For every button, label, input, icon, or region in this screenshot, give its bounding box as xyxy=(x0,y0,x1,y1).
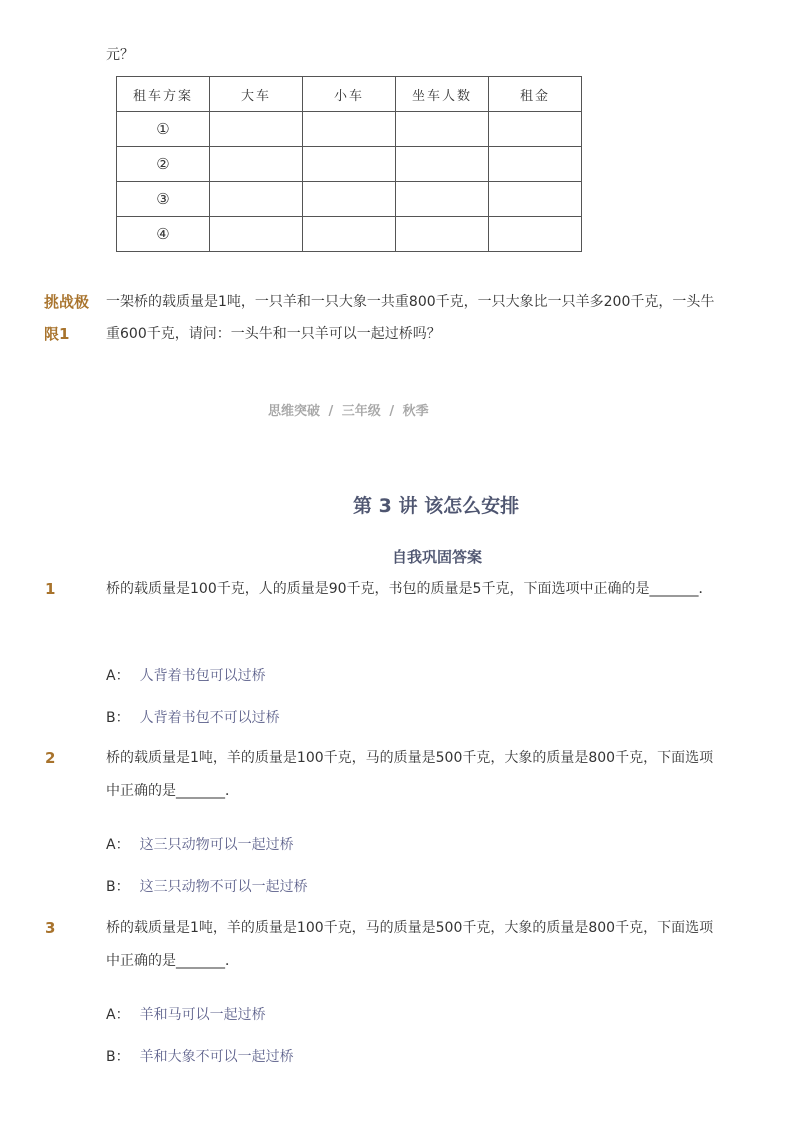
rental-plan-table xyxy=(116,76,582,252)
table-header: 小车 xyxy=(303,77,396,112)
table-cell: ④ xyxy=(117,217,210,252)
answer-option xyxy=(106,707,280,727)
question-number: 1 xyxy=(45,580,56,598)
table-cell: ② xyxy=(117,147,210,182)
table-cell xyxy=(396,147,489,182)
table-cell xyxy=(396,182,489,217)
page-footer: 思维突破 / 三年级 / 秋季 xyxy=(268,404,429,419)
table-cell xyxy=(303,147,396,182)
table-header: 租车方案 xyxy=(117,77,210,112)
table-cell xyxy=(489,217,582,252)
option-text: 羊和马可以一起过桥 xyxy=(139,1007,266,1023)
table-cell xyxy=(210,147,303,182)
answer-option xyxy=(106,1046,294,1066)
question-text: 桥的载质量是1吨，羊的质量是100千克，马的质量是500千克，大象的质量是800千克，下面选项中正确的是_______． xyxy=(106,750,714,799)
table-cell xyxy=(303,112,396,147)
table-row xyxy=(117,112,582,147)
lecture-title: 第 3 讲 该怎么安排 xyxy=(353,495,520,517)
table-cell xyxy=(303,182,396,217)
option-text: 这三只动物不可以一起过桥 xyxy=(139,879,308,895)
question-number: 3 xyxy=(45,919,56,937)
challenge-label-line1: 挑战极 xyxy=(44,293,90,311)
table-cell xyxy=(210,112,303,147)
question-text: 桥的载质量是100千克，人的质量是90千克，书包的质量是5千克，下面选项中正确的是_______． xyxy=(106,581,713,597)
option-letter: B： xyxy=(106,1049,130,1065)
challenge-question: 一架桥的载质量是1吨，一只羊和一只大象一共重800千克，一只大象比一只羊多200千克，一头牛重600千克，请问：一头牛和一只羊可以一起过桥吗？ xyxy=(106,294,715,342)
table-cell xyxy=(489,112,582,147)
table-cell xyxy=(489,147,582,182)
intro-text: 元？ xyxy=(106,47,134,63)
question-text: 桥的载质量是1吨，羊的质量是100千克，马的质量是500千克，大象的质量是800千克，下面选项中正确的是_______． xyxy=(106,920,714,969)
table-cell: ③ xyxy=(117,182,210,217)
challenge-label xyxy=(44,286,100,350)
option-text: 人背着书包可以过桥 xyxy=(139,668,266,684)
option-letter: A： xyxy=(106,1007,130,1023)
table-cell xyxy=(396,112,489,147)
table-header-row xyxy=(117,77,582,112)
table-row xyxy=(117,217,582,252)
option-letter: A： xyxy=(106,668,130,684)
table-cell xyxy=(396,217,489,252)
table-header: 租金 xyxy=(489,77,582,112)
option-text: 人背着书包不可以过桥 xyxy=(139,710,280,726)
option-letter: B： xyxy=(106,879,130,895)
answer-option xyxy=(106,834,294,854)
table-row xyxy=(117,182,582,217)
table-cell: ① xyxy=(117,112,210,147)
answer-option xyxy=(106,1004,266,1024)
option-text: 羊和大象不可以一起过桥 xyxy=(139,1049,294,1065)
answer-option xyxy=(106,876,308,896)
table-row xyxy=(117,147,582,182)
answer-option xyxy=(106,665,266,685)
table-header: 坐车人数 xyxy=(396,77,489,112)
table-cell xyxy=(210,217,303,252)
table-cell xyxy=(303,217,396,252)
table-cell xyxy=(210,182,303,217)
option-text: 这三只动物可以一起过桥 xyxy=(139,837,294,853)
challenge-label-line2: 限1 xyxy=(44,325,70,343)
question-number: 2 xyxy=(45,749,56,767)
option-letter: A： xyxy=(106,837,130,853)
table-cell xyxy=(489,182,582,217)
table-header: 大车 xyxy=(210,77,303,112)
option-letter: B： xyxy=(106,710,130,726)
answer-section-title: 自我巩固答案 xyxy=(392,548,483,566)
